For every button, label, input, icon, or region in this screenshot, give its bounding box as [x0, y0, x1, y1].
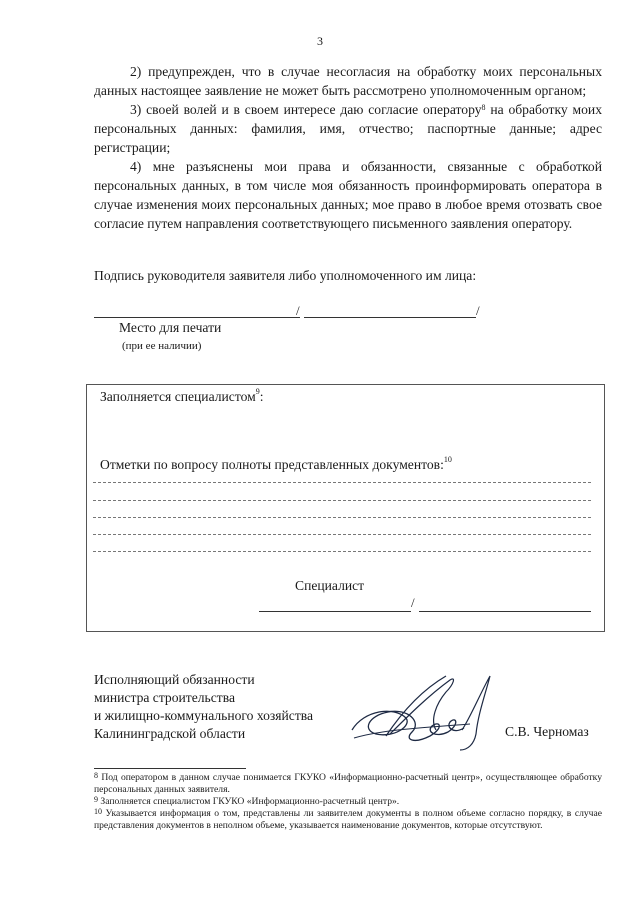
completeness-marks-text: Отметки по вопросу полноты представленных документов: [100, 457, 444, 472]
paragraph-4: 4) мне разъяснены мои права и обязанности, связанные с обработкой персональных данных, в том числе моя обязанность проинформировать оператора в случае изменения моих персональных данных; мое право в любое время отозвать свое согласие путем направления соответствующего письменного заявления оператору. [94, 159, 602, 231]
consent-paragraphs [94, 62, 602, 233]
signature-caption: Подпись руководителя заявителя либо уполномоченного им лица: [94, 268, 477, 283]
seal-label: Место для печати [119, 320, 222, 335]
specialist-label: Специалист [295, 578, 365, 593]
signer-title-line: и жилищно-коммунального хозяйства [94, 708, 314, 723]
signer-block [94, 671, 313, 743]
footnote-8-text: Под оператором в данном случае понимается ГКУКО «Информационно-расчетный центр», осуществляющее обработку персональных данных заявителя. [94, 772, 602, 795]
paragraph-3 [94, 100, 602, 157]
footnote-8 [94, 772, 602, 796]
handwritten-signature [350, 672, 492, 754]
footnote-10-text: Указывается информация о том, представлены ли заявителем документы в полном объеме согласно порядку, в случае представления документов в неполном объеме, указывается наименование документов, которые отсутствуют. [94, 808, 603, 831]
signer-name: С.В. Черномаз [505, 724, 589, 739]
marks-line[interactable] [93, 534, 591, 535]
specialist-separator: / [411, 595, 415, 610]
specialist-box-title-text: Заполняется специалистом [100, 389, 256, 404]
paragraph-3-text-rest: на обработку моих персональных данных: фамилия, имя, отчество; паспортные данные; адрес регистрации; [94, 102, 602, 155]
footnote-9-text: Заполняется специалистом ГКУКО «Информационно-расчетный центр». [100, 796, 400, 807]
name-line[interactable] [304, 317, 476, 318]
marks-line[interactable] [93, 551, 591, 552]
footnote-ref-8: 8 [481, 103, 486, 112]
marks-line[interactable] [93, 500, 591, 501]
signer-title-line: Исполняющий обязанности [94, 672, 255, 687]
specialist-box [86, 384, 605, 632]
footnote-ref-10: 10 [443, 455, 452, 464]
specialist-signature-line[interactable] [259, 611, 411, 612]
footnotes [94, 772, 602, 832]
paragraph-2: 2) предупрежден, что в случае несогласия на обработку моих персональных данных настоящее заявление не может быть рассмотрено уполномоченным органом; [94, 64, 602, 98]
signer-title-line: министра строительства [94, 690, 236, 705]
footnote-8-number: 8 [94, 771, 98, 780]
signature-separator: / [296, 303, 300, 318]
specialist-box-title-colon: : [259, 389, 264, 404]
footnote-ref-9: 9 [255, 387, 260, 396]
footnote-10-number: 10 [94, 807, 102, 816]
marks-line[interactable] [93, 517, 591, 518]
footnote-10 [94, 808, 602, 832]
signer-title-line: Калининградской области [94, 726, 246, 741]
specialist-box-title [100, 389, 264, 405]
footnote-9-number: 9 [94, 795, 98, 804]
marks-line[interactable] [93, 482, 591, 483]
page-number: 3 [317, 34, 323, 48]
seal-note: (при ее наличии) [122, 340, 202, 352]
signature-line[interactable] [94, 317, 300, 318]
completeness-marks-label [100, 457, 452, 473]
name-separator: / [476, 303, 480, 318]
paragraph-3-text: 3) своей волей и в своем интересе даю согласие оператору [130, 102, 482, 117]
specialist-name-line[interactable] [419, 611, 591, 612]
footnote-9 [94, 796, 602, 808]
footnote-separator [94, 768, 246, 769]
